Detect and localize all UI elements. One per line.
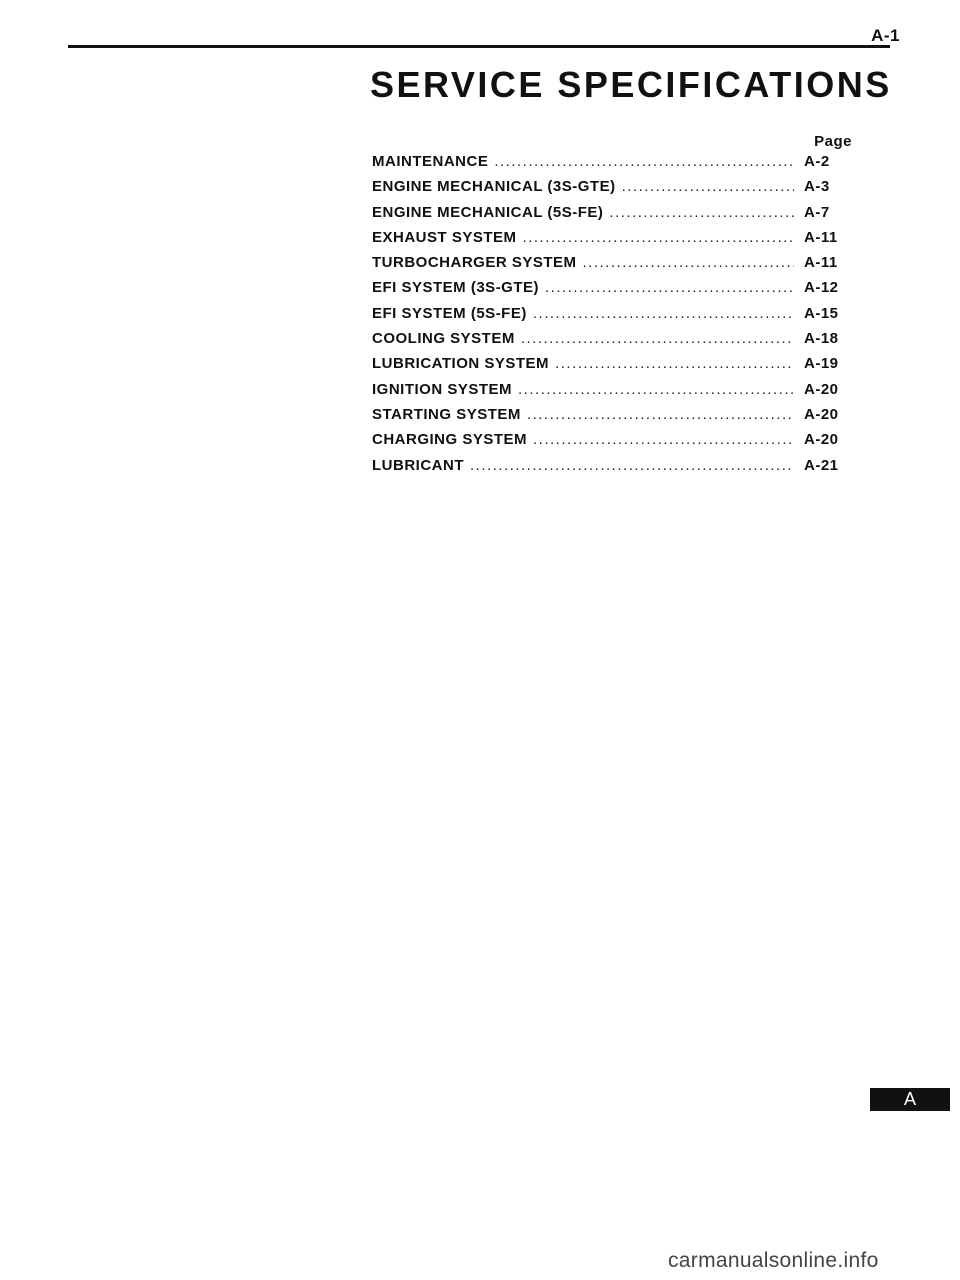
toc-entry-page: A-11	[804, 228, 838, 246]
toc-entry-maintenance[interactable]	[372, 153, 852, 178]
toc-entry-title: COOLING SYSTEM	[372, 330, 515, 348]
dot-leader	[523, 229, 794, 246]
toc-entry-lubricant[interactable]	[372, 457, 852, 482]
section-tab: A	[870, 1088, 950, 1111]
toc-entry-page: A-18	[804, 330, 839, 348]
toc-entry-charging-system[interactable]	[372, 431, 852, 456]
toc-entry-page: A-3	[804, 178, 830, 196]
toc-entry-page: A-15	[804, 304, 839, 322]
toc-list	[372, 153, 852, 482]
toc-entry-title: EXHAUST SYSTEM	[372, 228, 517, 246]
dot-leader	[527, 406, 794, 423]
page-number: A-1	[871, 26, 900, 45]
watermark: carmanualsonline.info	[668, 1249, 879, 1272]
toc-entry-efi-system-3s-gte[interactable]	[372, 279, 852, 304]
toc-entry-starting-system[interactable]	[372, 406, 852, 431]
toc-entry-cooling-system[interactable]	[372, 330, 852, 355]
dot-leader	[622, 178, 794, 195]
toc-entry-title: LUBRICANT	[372, 456, 464, 474]
toc-entry-page: A-7	[804, 203, 830, 221]
toc-entry-page: A-20	[804, 405, 839, 423]
dot-leader	[533, 305, 794, 322]
header-rule	[68, 45, 890, 48]
dot-leader	[533, 431, 794, 448]
dot-leader	[609, 204, 794, 221]
toc-entry-title: CHARGING SYSTEM	[372, 431, 528, 449]
page-column-header: Page	[814, 133, 852, 150]
toc-entry-page: A-19	[804, 355, 839, 373]
toc-entry-title: EFI SYSTEM (5S-FE)	[372, 304, 527, 322]
dot-leader	[470, 457, 794, 474]
toc-entry-turbocharger-system[interactable]	[372, 254, 852, 279]
toc-entry-ignition-system[interactable]	[372, 381, 852, 406]
toc-entry-page: A-11	[804, 254, 838, 272]
dot-leader	[545, 279, 794, 296]
toc-entry-title: MAINTENANCE	[372, 153, 489, 170]
toc-entry-page: A-2	[804, 153, 830, 170]
toc-entry-title: ENGINE MECHANICAL (5S-FE)	[372, 203, 604, 221]
toc-entry-efi-system-5s-fe[interactable]	[372, 305, 852, 330]
page-title: SERVICE SPECIFICATIONS	[370, 64, 892, 105]
dot-leader	[521, 330, 794, 347]
toc-entry-page: A-20	[804, 431, 839, 449]
toc-entry-page: A-21	[804, 456, 839, 474]
toc-entry-title: ENGINE MECHANICAL (3S-GTE)	[372, 178, 616, 196]
toc-entry-page: A-20	[804, 380, 839, 398]
dot-leader	[518, 381, 794, 398]
dot-leader	[555, 355, 794, 372]
toc-entry-engine-mechanical-3s-gte[interactable]	[372, 178, 852, 203]
dot-leader	[583, 254, 794, 271]
toc-entry-title: EFI SYSTEM (3S-GTE)	[372, 279, 540, 297]
toc-entry-title: TURBOCHARGER SYSTEM	[372, 254, 577, 272]
toc-entry-lubrication-system[interactable]	[372, 355, 852, 380]
table-of-contents	[372, 131, 852, 482]
toc-entry-title: STARTING SYSTEM	[372, 405, 521, 423]
toc-entry-page: A-12	[804, 279, 839, 297]
toc-entry-exhaust-system[interactable]	[372, 229, 852, 254]
toc-entry-title: LUBRICATION SYSTEM	[372, 355, 550, 373]
toc-entry-engine-mechanical-5s-fe[interactable]	[372, 204, 852, 229]
toc-entry-title: IGNITION SYSTEM	[372, 380, 513, 398]
dot-leader	[494, 153, 794, 170]
